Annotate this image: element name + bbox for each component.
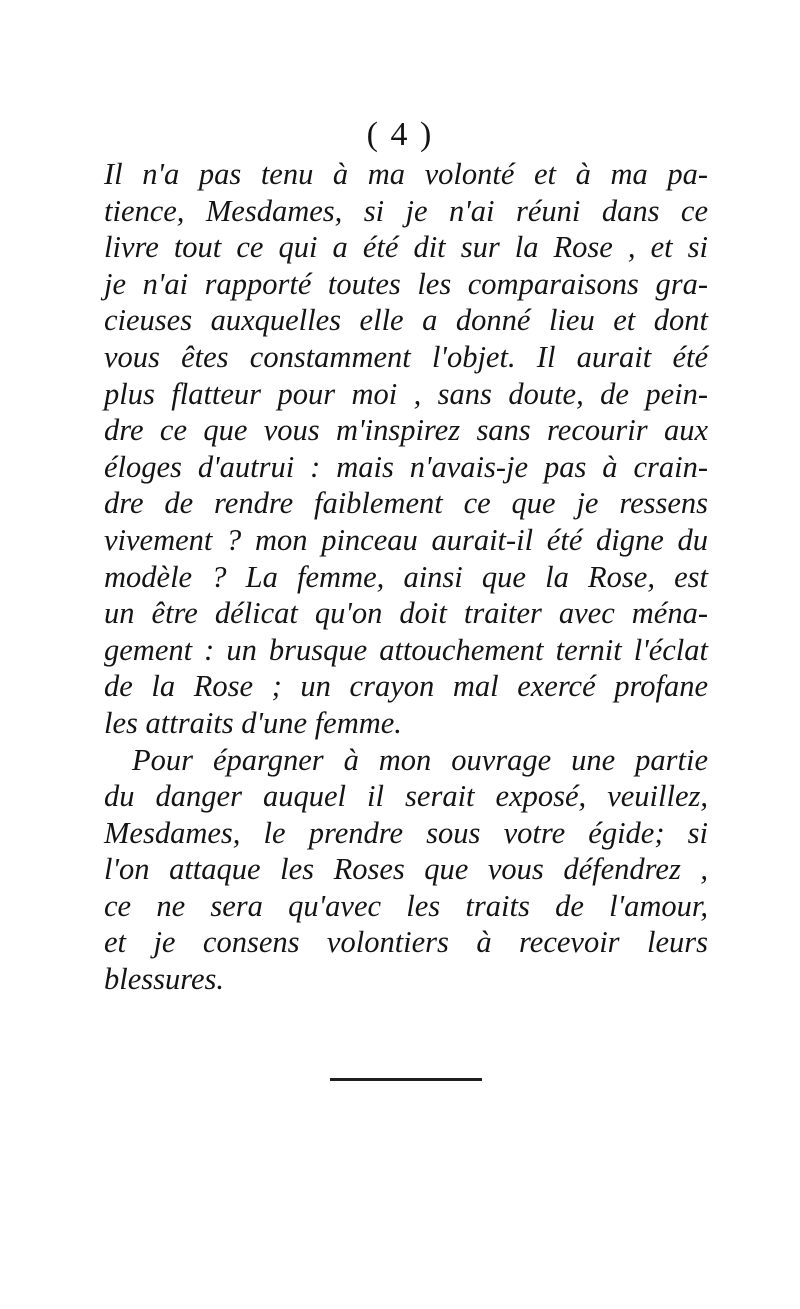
body-text: [104, 156, 708, 998]
text-line: je n'ai rapporté toutes les comparaisons gra-: [104, 266, 708, 301]
text-line: modèle ? La femme, ainsi que la Rose, est: [104, 559, 708, 594]
end-rule: [330, 1078, 482, 1081]
text-line: ce ne sera qu'avec les traits de l'amour,: [104, 888, 708, 923]
text-line: blessures.: [104, 962, 225, 997]
page-number: ( 4 ): [366, 116, 434, 153]
text-line: dre de rendre faiblement ce que je ressens: [104, 486, 708, 521]
text-line: cieuses auxquelles elle a donné lieu et dont: [104, 303, 708, 338]
text-line: gement : un brusque attouchement ternit l'éclat: [104, 632, 708, 667]
text-line: et je consens volontiers à recevoir leurs: [104, 925, 708, 960]
text-line: dre ce que vous m'inspirez sans recourir aux: [104, 413, 708, 448]
text-line: Mesdames, le prendre sous votre égide; si: [104, 815, 708, 850]
text-line: du danger auquel il serait exposé, veuillez,: [104, 779, 708, 814]
text-line: de la Rose ; un crayon mal exercé profane: [104, 669, 708, 704]
text-line: plus flatteur pour moi , sans doute, de pein-: [104, 376, 708, 411]
text-line: Pour épargner à mon ouvrage une partie: [132, 742, 708, 777]
text-line: éloges d'autrui : mais n'avais-je pas à crain-: [104, 449, 708, 484]
text-line: tience, Mesdames, si je n'ai réuni dans ce: [104, 193, 708, 228]
text-line: Il n'a pas tenu à ma volonté et à ma pa-: [104, 157, 708, 191]
text-line: un être délicat qu'on doit traiter avec ména-: [104, 596, 708, 631]
text-line: livre tout ce qui a été dit sur la Rose , et si: [104, 230, 708, 265]
text-line: l'on attaque les Roses que vous défendrez ,: [104, 852, 708, 887]
text-line: vivement ? mon pinceau aurait-il été digne du: [104, 522, 708, 557]
text-line: les attraits d'une femme.: [104, 705, 402, 740]
text-line: vous êtes constamment l'objet. Il aurait été: [104, 339, 708, 374]
